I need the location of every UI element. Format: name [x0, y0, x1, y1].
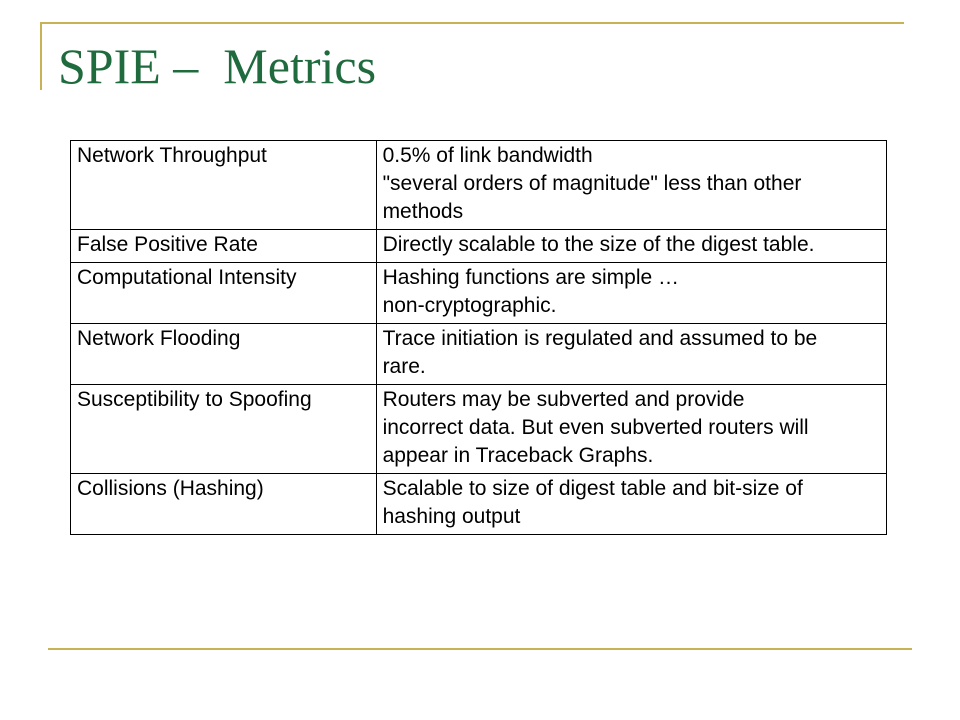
table-row: [71, 385, 887, 474]
metric-name-cell: Network Throughput: [71, 141, 377, 230]
metric-description-cell: [376, 230, 886, 263]
description-line: rare.: [382, 355, 426, 378]
description-line: Directly scalable to the size of the digest table.: [382, 233, 815, 256]
table-row: [71, 263, 887, 324]
description-line: appear in Traceback Graphs.: [382, 444, 654, 467]
description-line: Trace initiation is regulated and assumed to be: [382, 327, 818, 350]
top-accent-rule: [40, 22, 904, 24]
slide-title: SPIE – Metrics: [58, 38, 377, 94]
description-line: non-cryptographic.: [382, 294, 557, 317]
description-line: incorrect data. But even subverted routers will: [382, 416, 809, 439]
left-accent-rule: [40, 22, 42, 90]
table-row: [71, 324, 887, 385]
metrics-table: [70, 140, 887, 535]
metric-description-cell: [376, 385, 886, 474]
description-line: hashing output: [382, 505, 521, 528]
table-row: [71, 474, 887, 535]
metric-name-cell: False Positive Rate: [71, 230, 377, 263]
metric-name-cell: Susceptibility to Spoofing: [71, 385, 377, 474]
metric-description-cell: [376, 141, 886, 230]
metric-name-cell: Network Flooding: [71, 324, 377, 385]
metric-description-cell: [376, 263, 886, 324]
description-line: Hashing functions are simple …: [382, 266, 680, 289]
description-line: methods: [382, 200, 464, 223]
description-line: Scalable to size of digest table and bit-size of: [382, 477, 803, 500]
metric-name-cell: Collisions (Hashing): [71, 474, 377, 535]
table-row: [71, 230, 887, 263]
description-line: 0.5% of link bandwidth: [382, 144, 593, 167]
table-row: [71, 141, 887, 230]
description-line: "several orders of magnitude" less than other: [382, 172, 802, 195]
metric-description-cell: [376, 324, 886, 385]
metric-name-cell: Computational Intensity: [71, 263, 377, 324]
description-line: Routers may be subverted and provide: [382, 388, 745, 411]
metric-description-cell: [376, 474, 886, 535]
bottom-accent-rule: [48, 648, 912, 650]
